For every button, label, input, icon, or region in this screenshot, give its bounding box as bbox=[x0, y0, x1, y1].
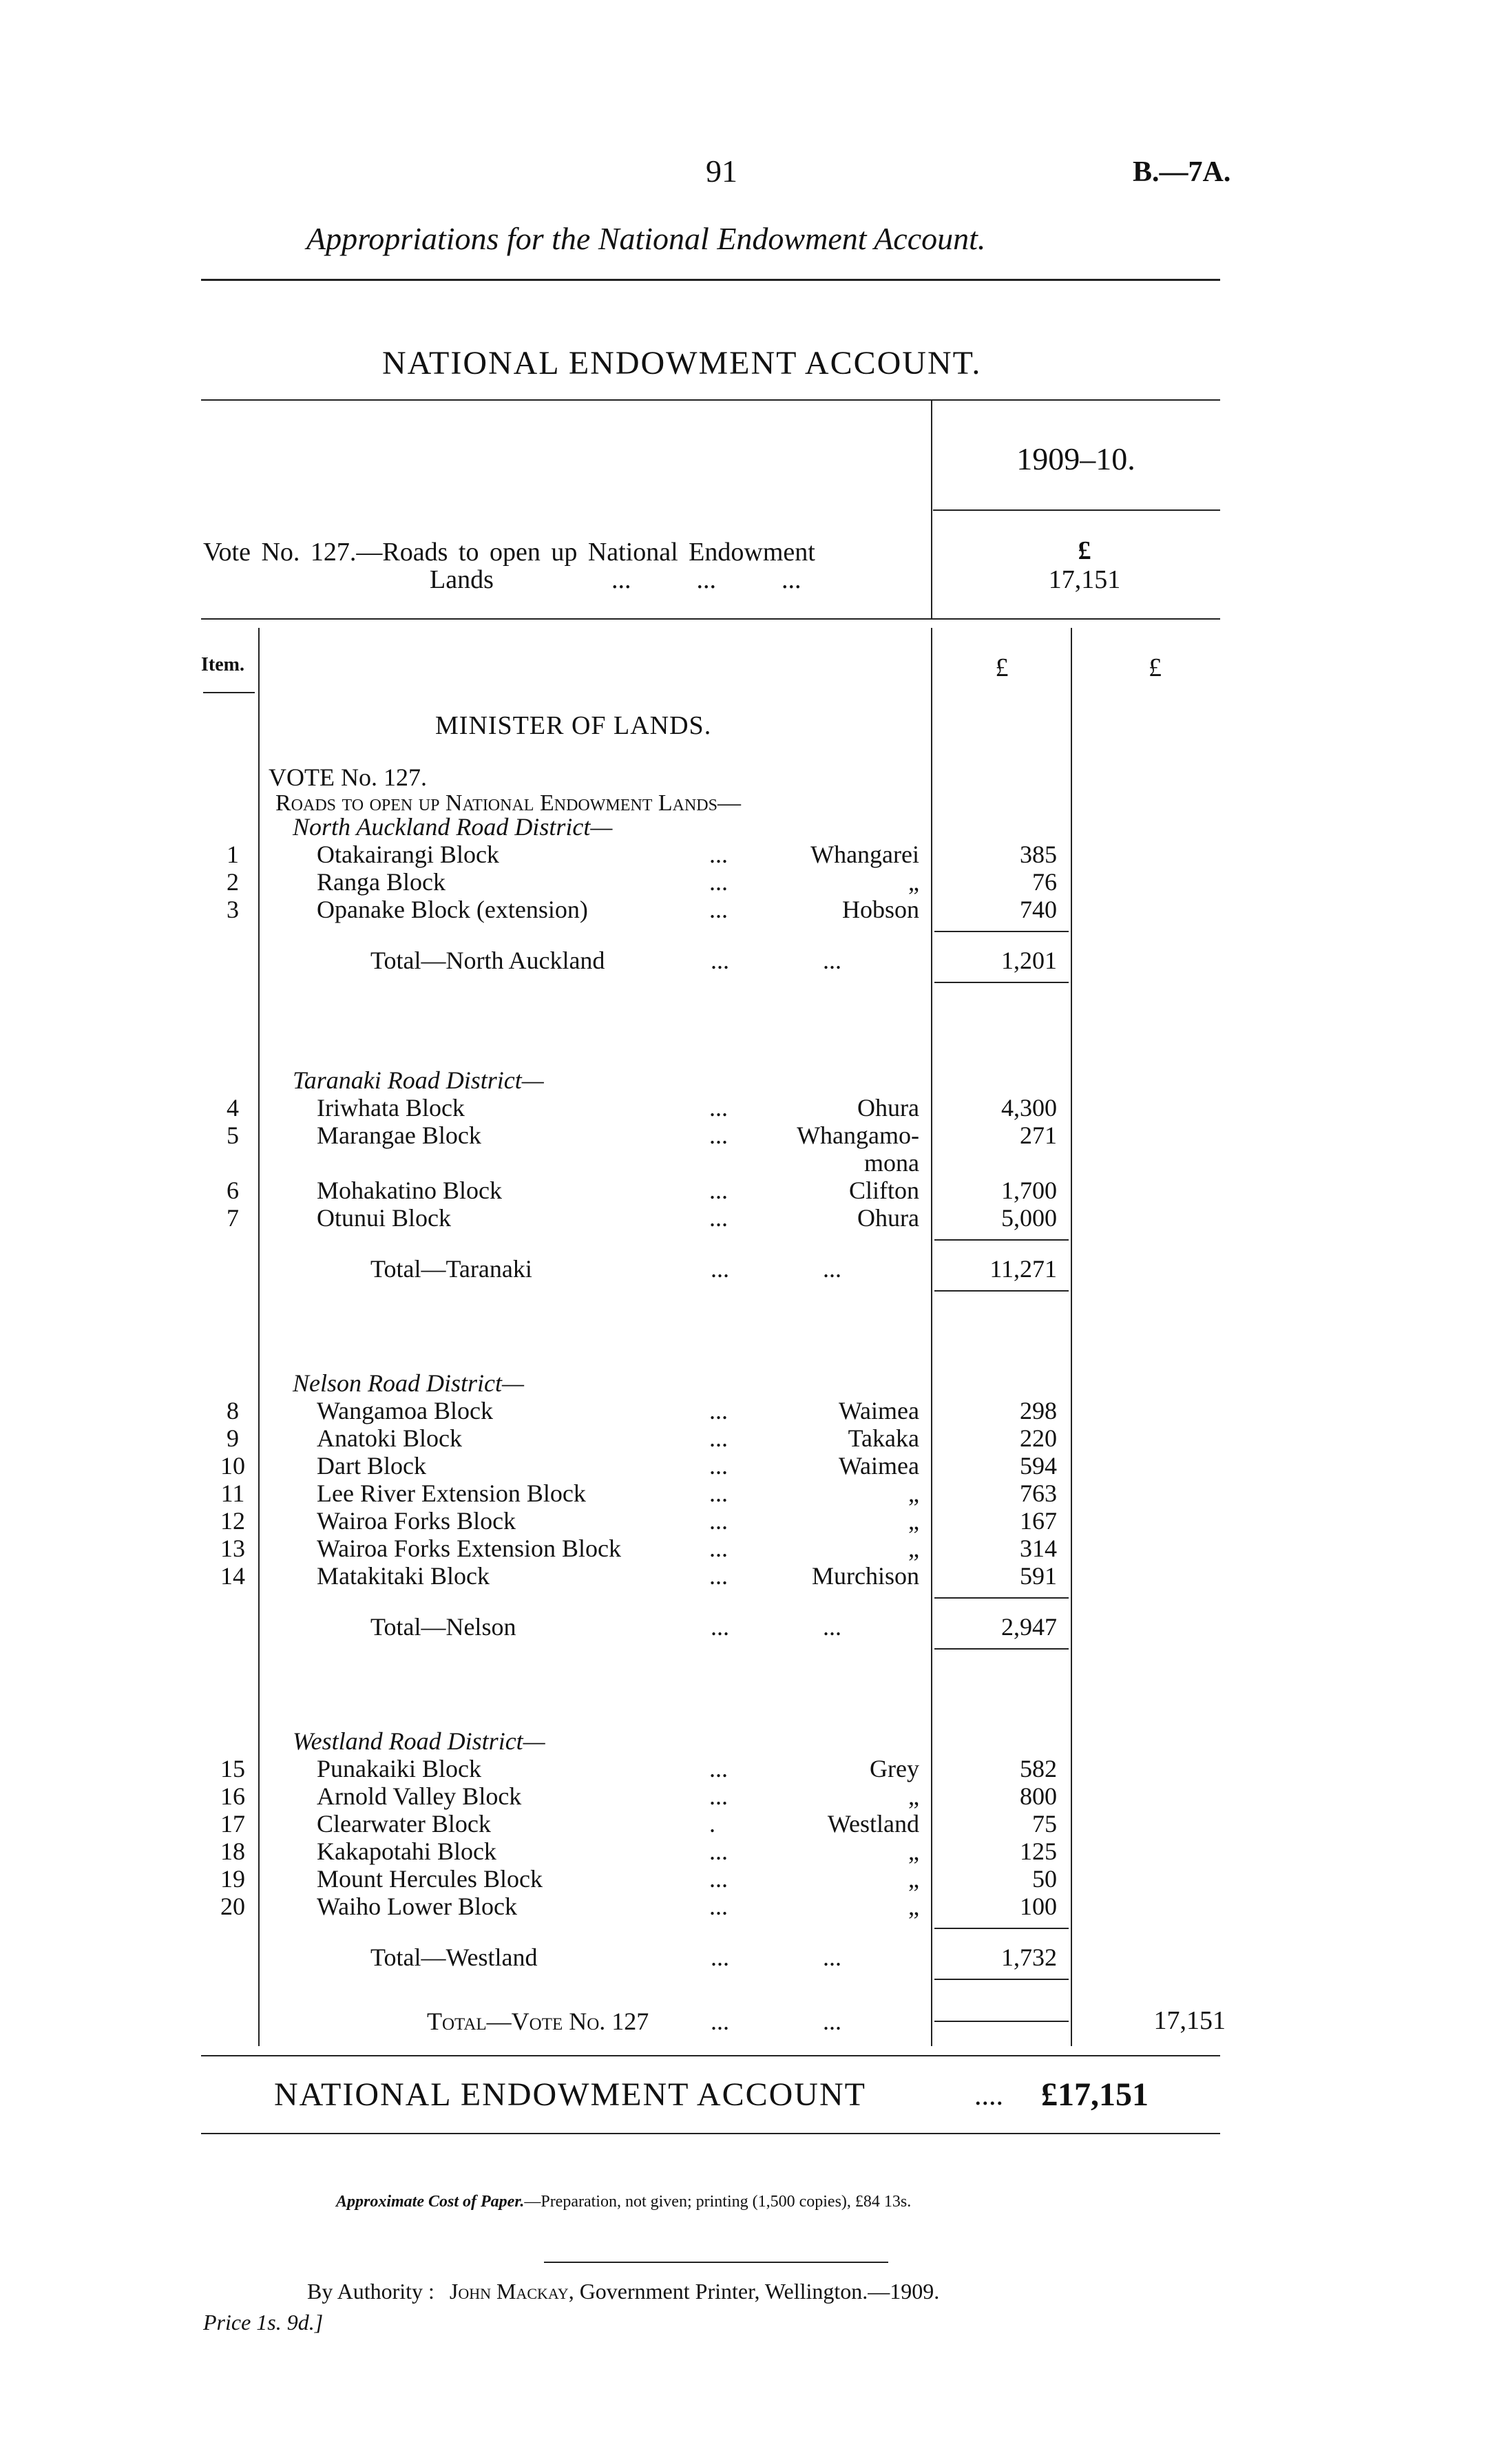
item-place: Waimea bbox=[838, 1452, 919, 1480]
item-number: 8 bbox=[227, 1397, 239, 1424]
item-number: 16 bbox=[220, 1782, 245, 1810]
item-amount: 800 bbox=[1020, 1782, 1057, 1810]
grand-total-rule bbox=[934, 2021, 1069, 2022]
item-dots: ... bbox=[709, 1397, 728, 1424]
footer-total-amount: £17,151 bbox=[1041, 2076, 1149, 2113]
item-dots: ... bbox=[709, 896, 728, 923]
item-name: Kakapotahi Block bbox=[317, 1838, 496, 1865]
district-total-dots: ... bbox=[711, 947, 729, 974]
account-title: NATIONAL ENDOWMENT ACCOUNT. bbox=[382, 345, 982, 381]
item-dots: ... bbox=[709, 1424, 728, 1452]
grand-total-dots-2: ... bbox=[823, 2008, 841, 2035]
cost-note bbox=[336, 2193, 911, 2211]
item-amount: 385 bbox=[1020, 841, 1057, 868]
subtotal-rule bbox=[934, 1239, 1069, 1241]
item-name: Opanake Block (extension) bbox=[317, 896, 588, 923]
amount-column-currency: £ bbox=[995, 653, 1009, 682]
item-number: 10 bbox=[220, 1452, 245, 1480]
district-total-label: Total—Nelson bbox=[370, 1613, 516, 1641]
header-rule bbox=[201, 279, 1220, 281]
summary-amount: 17,151 bbox=[1048, 565, 1121, 594]
item-amount: 271 bbox=[1020, 1122, 1057, 1149]
district-total-label: Total—Taranaki bbox=[370, 1255, 532, 1283]
year-rule bbox=[933, 509, 1220, 511]
item-dots: ... bbox=[709, 1893, 728, 1920]
item-amount: 314 bbox=[1020, 1535, 1057, 1562]
item-dots: ... bbox=[709, 1122, 728, 1149]
item-name: Otunui Block bbox=[317, 1204, 451, 1232]
item-name: Matakitaki Block bbox=[317, 1562, 490, 1590]
item-dots: ... bbox=[709, 1755, 728, 1782]
item-place: Takaka bbox=[848, 1424, 919, 1452]
grand-total-dots-1: ... bbox=[711, 2008, 729, 2035]
year-heading: 1909–10. bbox=[1016, 441, 1135, 476]
grand-total-amount: 17,151 bbox=[1153, 2006, 1226, 2035]
item-name: Wairoa Forks Extension Block bbox=[317, 1535, 622, 1562]
district-total-amount: 11,271 bbox=[989, 1255, 1057, 1283]
cost-note-label: Approximate Cost of Paper. bbox=[336, 2193, 525, 2211]
item-amount: 591 bbox=[1020, 1562, 1057, 1590]
item-place: Grey bbox=[870, 1755, 919, 1782]
item-name: Wangamoa Block bbox=[317, 1397, 494, 1424]
item-amount: 740 bbox=[1020, 896, 1057, 923]
subtotal-bottom-rule bbox=[934, 1290, 1069, 1292]
grand-total-label: Total—Vote No. 127 bbox=[427, 2008, 649, 2035]
item-place: Waimea bbox=[838, 1397, 919, 1424]
page-number: 91 bbox=[706, 154, 737, 189]
vote-dots: ... ... ... bbox=[611, 565, 801, 594]
item-number: 5 bbox=[227, 1122, 239, 1149]
district-heading: Nelson Road District— bbox=[293, 1369, 525, 1397]
footer-rule bbox=[201, 2133, 1220, 2134]
item-dots: ... bbox=[709, 1865, 728, 1893]
item-amount: 5,000 bbox=[1001, 1204, 1057, 1232]
district-total-dots: ... bbox=[823, 1255, 841, 1283]
district-heading: Westland Road District— bbox=[293, 1727, 545, 1755]
item-dots: ... bbox=[709, 1782, 728, 1810]
price: Price 1s. 9d.] bbox=[203, 2310, 324, 2335]
item-place: „ bbox=[908, 1507, 919, 1535]
item-dots: ... bbox=[709, 1507, 728, 1535]
item-place: Ohura bbox=[857, 1204, 919, 1232]
item-amount: 76 bbox=[1032, 868, 1057, 896]
item-amount: 1,700 bbox=[1001, 1177, 1057, 1204]
item-number: 4 bbox=[227, 1094, 239, 1122]
item-number: 3 bbox=[227, 896, 239, 923]
district-total-dots: ... bbox=[711, 1944, 729, 1971]
item-dots: ... bbox=[709, 868, 728, 896]
subtotal-rule bbox=[934, 1928, 1069, 1929]
item-number: 17 bbox=[220, 1810, 245, 1838]
item-amount: 75 bbox=[1032, 1810, 1057, 1838]
district-total-dots: ... bbox=[711, 1255, 729, 1283]
item-column-rule bbox=[258, 628, 260, 2046]
district-total-amount: 1,732 bbox=[1001, 1944, 1057, 1971]
item-amount: 50 bbox=[1032, 1865, 1057, 1893]
item-amount: 100 bbox=[1020, 1893, 1057, 1920]
item-name: Dart Block bbox=[317, 1452, 426, 1480]
item-amount: 220 bbox=[1020, 1424, 1057, 1452]
footer-total-label: NATIONAL ENDOWMENT ACCOUNT bbox=[274, 2076, 866, 2113]
document-reference: B.—7A. bbox=[1133, 156, 1231, 188]
footer-total-dots: .... bbox=[974, 2080, 1003, 2112]
item-amount: 594 bbox=[1020, 1452, 1057, 1480]
item-name: Mount Hercules Block bbox=[317, 1865, 543, 1893]
cost-note-text: —Preparation, not given; printing (1,500 copies), £84 13s. bbox=[524, 2193, 912, 2211]
authority-printer: John Mackay bbox=[449, 2279, 569, 2304]
vote-line-1: Vote No. 127.—Roads to open up National Endowment bbox=[203, 538, 815, 567]
item-name: Anatoki Block bbox=[317, 1424, 462, 1452]
item-number: 2 bbox=[227, 868, 239, 896]
item-place: „ bbox=[908, 1480, 919, 1507]
item-place: Ohura bbox=[857, 1094, 919, 1122]
district-total-dots: ... bbox=[823, 1613, 841, 1641]
item-number: 11 bbox=[220, 1480, 245, 1507]
authority-line bbox=[307, 2279, 939, 2304]
item-place-continued: mona bbox=[864, 1149, 919, 1177]
item-number: 7 bbox=[227, 1204, 239, 1232]
vote-subheading: Roads to open up National Endowment Lands— bbox=[275, 790, 741, 816]
vote-line-2: Lands bbox=[430, 565, 494, 594]
item-number: 15 bbox=[220, 1755, 245, 1782]
item-name: Iriwhata Block bbox=[317, 1094, 465, 1122]
item-dots: ... bbox=[709, 1204, 728, 1232]
district-total-dots: ... bbox=[823, 947, 841, 974]
item-place: Whangarei bbox=[810, 841, 919, 868]
authority-suffix: , Government Printer, Wellington.—1909. bbox=[568, 2279, 940, 2304]
district-heading: North Auckland Road District— bbox=[293, 813, 613, 841]
amount-column-right-rule bbox=[1071, 628, 1072, 2046]
item-number: 1 bbox=[227, 841, 239, 868]
district-total-amount: 2,947 bbox=[1001, 1613, 1057, 1641]
item-dots: . bbox=[709, 1810, 715, 1838]
subtotal-rule bbox=[934, 1597, 1069, 1599]
item-place: Murchison bbox=[812, 1562, 919, 1590]
item-name: Arnold Valley Block bbox=[317, 1782, 522, 1810]
item-place: „ bbox=[908, 868, 919, 896]
item-amount: 582 bbox=[1020, 1755, 1057, 1782]
item-header-rule bbox=[203, 692, 255, 693]
item-dots: ... bbox=[709, 841, 728, 868]
item-place: Hobson bbox=[841, 896, 919, 923]
amount-column-left-rule bbox=[931, 628, 932, 2046]
vote-heading: VOTE No. 127. bbox=[269, 764, 427, 791]
item-place: Whangamo- bbox=[797, 1122, 919, 1149]
total-column-currency: £ bbox=[1149, 653, 1162, 682]
subtotal-bottom-rule bbox=[934, 1648, 1069, 1650]
item-name: Marangae Block bbox=[317, 1122, 481, 1149]
item-number: 14 bbox=[220, 1562, 245, 1590]
item-place: „ bbox=[908, 1865, 919, 1893]
item-place: Clifton bbox=[848, 1177, 919, 1204]
item-number: 6 bbox=[227, 1177, 239, 1204]
summary-top-rule bbox=[201, 399, 1220, 401]
item-amount: 4,300 bbox=[1001, 1094, 1057, 1122]
item-dots: ... bbox=[709, 1562, 728, 1590]
item-number: 9 bbox=[227, 1424, 239, 1452]
item-dots: ... bbox=[709, 1177, 728, 1204]
item-number: 20 bbox=[220, 1893, 245, 1920]
item-place: „ bbox=[908, 1893, 919, 1920]
item-name: Ranga Block bbox=[317, 868, 446, 896]
district-total-dots: ... bbox=[711, 1613, 729, 1641]
summary-divider bbox=[931, 399, 932, 618]
table-top-rule bbox=[201, 618, 1220, 620]
district-total-label: Total—North Auckland bbox=[370, 947, 605, 974]
item-column-header: Item. bbox=[201, 654, 244, 675]
item-number: 12 bbox=[220, 1507, 245, 1535]
item-amount: 298 bbox=[1020, 1397, 1057, 1424]
minister-heading: MINISTER OF LANDS. bbox=[435, 711, 712, 740]
page-subtitle: Appropriations for the National Endowment Account. bbox=[306, 221, 986, 256]
item-place: „ bbox=[908, 1535, 919, 1562]
item-number: 19 bbox=[220, 1865, 245, 1893]
summary-currency: £ bbox=[1078, 536, 1091, 565]
item-name: Punakaiki Block bbox=[317, 1755, 481, 1782]
district-total-dots: ... bbox=[823, 1944, 841, 1971]
subtotal-bottom-rule bbox=[934, 982, 1069, 983]
authority-prefix: By Authority : bbox=[307, 2279, 434, 2304]
item-dots: ... bbox=[709, 1480, 728, 1507]
item-amount: 125 bbox=[1020, 1838, 1057, 1865]
item-name: Mohakatino Block bbox=[317, 1177, 502, 1204]
item-dots: ... bbox=[709, 1094, 728, 1122]
item-name: Wairoa Forks Block bbox=[317, 1507, 516, 1535]
item-place: Westland bbox=[827, 1810, 919, 1838]
item-place: „ bbox=[908, 1782, 919, 1810]
item-dots: ... bbox=[709, 1838, 728, 1865]
district-heading: Taranaki Road District— bbox=[293, 1066, 544, 1094]
item-number: 18 bbox=[220, 1838, 245, 1865]
item-name: Clearwater Block bbox=[317, 1810, 491, 1838]
authority-rule bbox=[544, 2262, 888, 2263]
item-place: „ bbox=[908, 1838, 919, 1865]
item-amount: 763 bbox=[1020, 1480, 1057, 1507]
item-number: 13 bbox=[220, 1535, 245, 1562]
subtotal-rule bbox=[934, 931, 1069, 932]
subtotal-bottom-rule bbox=[934, 1979, 1069, 1980]
district-total-label: Total—Westland bbox=[370, 1944, 538, 1971]
district-total-amount: 1,201 bbox=[1001, 947, 1057, 974]
item-name: Otakairangi Block bbox=[317, 841, 499, 868]
table-bottom-rule bbox=[201, 2055, 1220, 2056]
item-name: Waiho Lower Block bbox=[317, 1893, 518, 1920]
item-dots: ... bbox=[709, 1452, 728, 1480]
item-name: Lee River Extension Block bbox=[317, 1480, 586, 1507]
item-amount: 167 bbox=[1020, 1507, 1057, 1535]
item-dots: ... bbox=[709, 1535, 728, 1562]
